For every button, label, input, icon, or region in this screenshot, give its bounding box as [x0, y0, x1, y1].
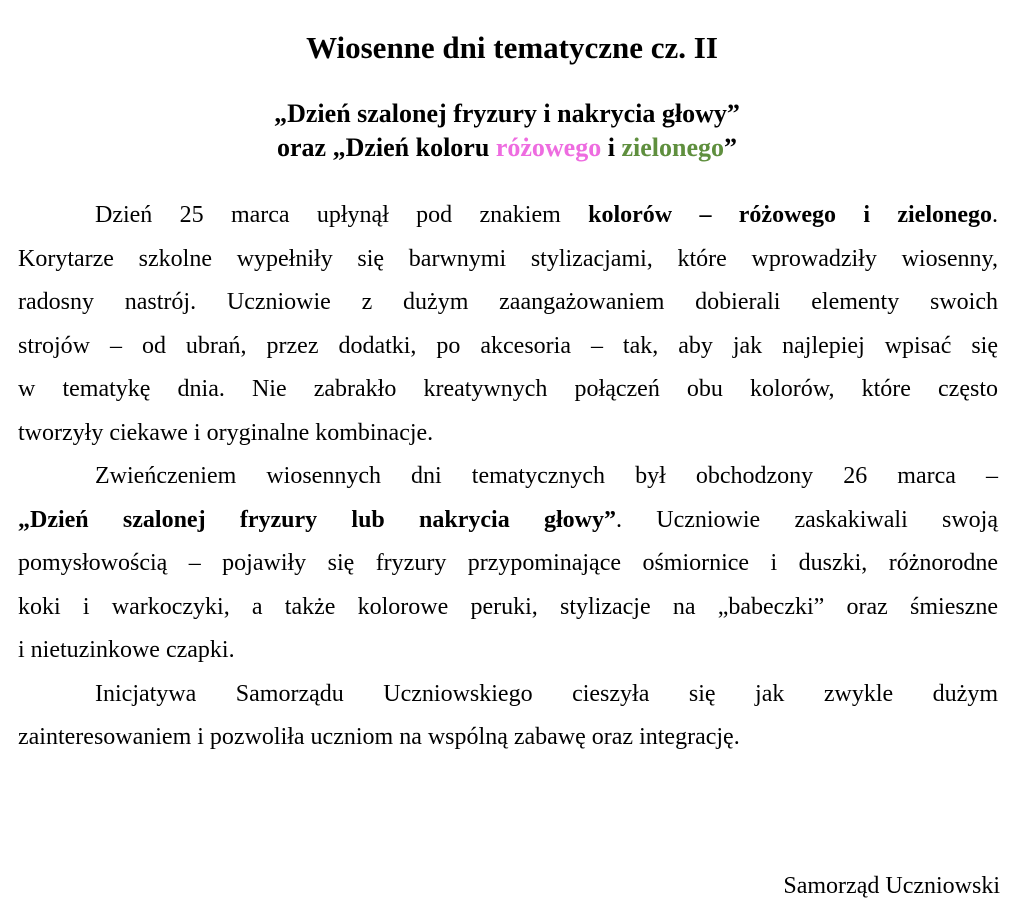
paragraph-3-line-2: zainteresowaniem i pozwoliła uczniom na wspólną zabawę oraz integrację.	[18, 724, 740, 750]
document-subtitle	[0, 97, 1014, 165]
subtitle-line-2-mid: i	[601, 133, 622, 162]
paragraph-2-line-2	[18, 500, 998, 541]
subtitle-pink-word: różowego	[495, 133, 602, 162]
paragraph-2	[18, 456, 998, 671]
subtitle-line-2	[0, 131, 1014, 165]
subtitle-line-1: „Dzień szalonej fryzury i nakrycia głowy”	[274, 99, 740, 128]
paragraph-1-line-1	[18, 195, 998, 236]
paragraph-1-line-6: tworzyły ciekawe i oryginalne kombinacje.	[18, 419, 434, 446]
paragraph-1-line-5: w tematykę dnia. Nie zabrakło kreatywnych połączeń obu kolorów, które często	[18, 376, 998, 402]
document-title: Wiosenne dni tematyczne cz. II	[306, 30, 718, 65]
paragraph-2-line-4: koki i warkoczyki, a także kolorowe peruki, stylizacje na „babeczki” oraz śmieszne	[18, 593, 998, 620]
paragraph-1-line-4: strojów – od ubrań, przez dodatki, po akcesoria – tak, aby jak najlepiej wpisać się	[18, 332, 998, 359]
p1-l1-end: .	[992, 202, 998, 228]
paragraph-1-line-3: radosny nastrój. Uczniowie z dużym zaangażowaniem dobierali elementy swoich	[18, 289, 998, 315]
subtitle-line-2-suffix: ”	[723, 133, 737, 162]
paragraph-2-line-5: i nietuzinkowe czapki.	[18, 637, 235, 663]
subtitle-green-word: zielonego	[621, 133, 724, 162]
p2-l2-bold: „Dzień szalonej fryzury lub nakrycia głowy”	[18, 506, 616, 533]
paragraph-1-line-2: Korytarze szkolne wypełniły się barwnymi stylizacjami, które wprowadziły wiosenny,	[18, 245, 998, 272]
paragraph-2-line-1: Zwieńczeniem wiosennych dni tematycznych był obchodzony 26 marca –	[95, 463, 998, 489]
p1-l1-plain: Dzień 25 marca upłynął pod znakiem	[95, 202, 589, 228]
p1-l1-bold: kolorów – różowego i zielonego	[588, 202, 992, 228]
document-body	[18, 195, 998, 761]
paragraph-3-line-1: Inicjatywa Samorządu Uczniowskiego cieszyła się jak zwykle dużym	[95, 680, 998, 707]
paragraph-2-line-3: pomysłowością – pojawiły się fryzury przypominające ośmiornice i duszki, różnorodne	[18, 550, 998, 576]
paragraph-3	[18, 674, 998, 759]
paragraph-1	[18, 195, 998, 454]
p2-l2-rest: . Uczniowie zaskakiwali swoją	[615, 506, 998, 533]
subtitle-line-2-prefix: oraz „Dzień koloru	[277, 133, 496, 162]
signature: Samorząd Uczniowski	[783, 873, 1000, 899]
